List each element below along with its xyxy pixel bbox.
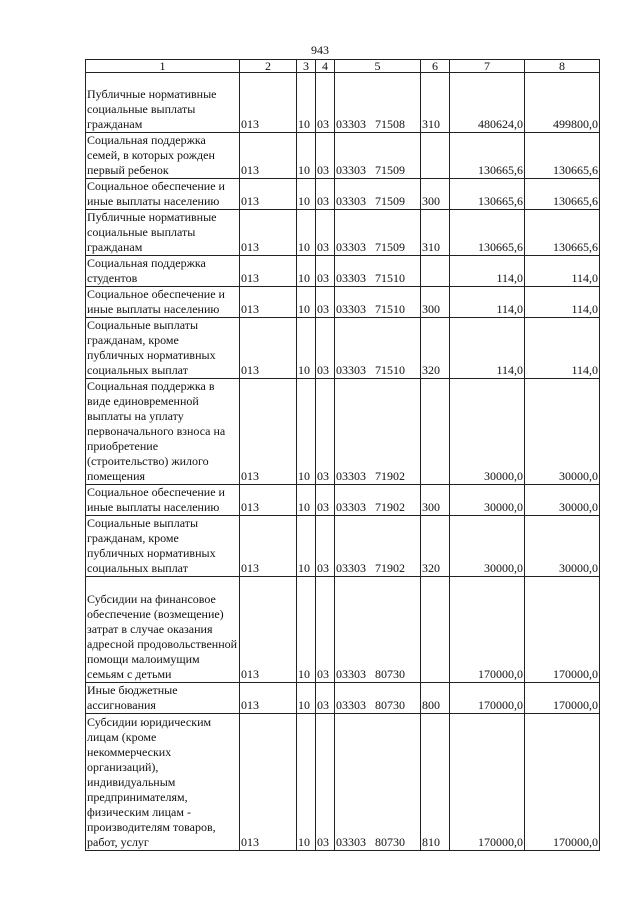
row-col3-cell: 10 [297,287,316,318]
row-name-cell: Социальное обеспечение и иные выплаты населению [86,179,240,210]
row-col4-cell: 03 [316,516,335,577]
row-col5-cell: 03303 71902 [335,379,421,485]
column-header-2: 2 [240,60,297,73]
column-header-1: 1 [86,60,240,73]
row-col2-cell: 013 [240,210,297,256]
row-col8-cell: 114,0 [525,318,600,379]
row-col8-cell: 170000,0 [525,714,600,851]
row-col4-cell: 03 [316,485,335,516]
row-col5-cell: 03303 80730 [335,577,421,683]
column-header-5: 5 [335,60,421,73]
column-header-7: 7 [450,60,525,73]
row-col4-cell: 03 [316,379,335,485]
row-name-cell: Социальное обеспечение и иные выплаты населению [86,485,240,516]
row-col4-cell: 03 [316,210,335,256]
table-row [86,256,600,287]
budget-table [85,59,600,851]
row-col5-cell: 03303 80730 [335,683,421,714]
row-col3-cell: 10 [297,516,316,577]
row-col6-cell: 810 [421,714,450,851]
page-number: 943 [311,43,329,57]
row-name-cell: Социальное обеспечение и иные выплаты населению [86,287,240,318]
row-col8-cell: 30000,0 [525,516,600,577]
row-col7-cell: 114,0 [450,318,525,379]
row-col2-cell: 013 [240,714,297,851]
row-col3-cell: 10 [297,179,316,210]
row-col6-cell: 320 [421,318,450,379]
row-col7-cell: 30000,0 [450,485,525,516]
table-row [86,714,600,851]
row-col8-cell: 130665,6 [525,133,600,179]
row-col6-cell [421,256,450,287]
row-col8-cell: 114,0 [525,256,600,287]
row-col6-cell [421,133,450,179]
row-col4-cell: 03 [316,287,335,318]
row-col2-cell: 013 [240,485,297,516]
row-col4-cell: 03 [316,683,335,714]
row-col3-cell: 10 [297,379,316,485]
row-col4-cell: 03 [316,714,335,851]
row-col8-cell: 170000,0 [525,683,600,714]
row-col5-cell: 03303 71902 [335,485,421,516]
row-col6-cell [421,577,450,683]
row-col7-cell: 30000,0 [450,379,525,485]
row-col3-cell: 10 [297,485,316,516]
row-col5-cell: 03303 71510 [335,318,421,379]
row-col4-cell: 03 [316,256,335,287]
table-row [86,683,600,714]
row-name-cell: Социальная поддержка в виде единовременной выплаты на уплату первоначального взноса на приобретение (строительство) жилого помещения [86,379,240,485]
row-col4-cell: 03 [316,318,335,379]
row-name-cell: Социальная поддержка семей, в которых рожден первый ребенок [86,133,240,179]
row-col7-cell: 170000,0 [450,577,525,683]
row-name-cell: Иные бюджетные ассигнования [86,683,240,714]
row-col5-cell: 03303 71510 [335,287,421,318]
row-col6-cell: 310 [421,73,450,133]
row-col7-cell: 480624,0 [450,73,525,133]
column-header-4: 4 [316,60,335,73]
row-col5-cell: 03303 71508 [335,73,421,133]
row-col3-cell: 10 [297,714,316,851]
row-col2-cell: 013 [240,287,297,318]
row-col8-cell: 499800,0 [525,73,600,133]
row-col7-cell: 30000,0 [450,516,525,577]
row-col5-cell: 03303 80730 [335,714,421,851]
row-col2-cell: 013 [240,577,297,683]
table-row [86,73,600,133]
row-col3-cell: 10 [297,133,316,179]
row-name-cell: Социальные выплаты гражданам, кроме публичных нормативных социальных выплат [86,318,240,379]
row-col5-cell: 03303 71902 [335,516,421,577]
row-col6-cell: 300 [421,485,450,516]
table-row [86,210,600,256]
row-col8-cell: 114,0 [525,287,600,318]
row-col5-cell: 03303 71509 [335,133,421,179]
row-col8-cell: 170000,0 [525,577,600,683]
table-row [86,485,600,516]
row-col5-cell: 03303 71509 [335,210,421,256]
column-header-3: 3 [297,60,316,73]
row-col3-cell: 10 [297,318,316,379]
row-col7-cell: 130665,6 [450,210,525,256]
table-row [86,577,600,683]
row-name-cell: Субсидии на финансовое обеспечение (возмещение) затрат в случае оказания адресной продовольственной помощи малоимущим семьям с детьми [86,577,240,683]
row-col6-cell: 300 [421,287,450,318]
row-col2-cell: 013 [240,179,297,210]
row-col4-cell: 03 [316,133,335,179]
row-col7-cell: 114,0 [450,287,525,318]
row-col6-cell: 300 [421,179,450,210]
row-col7-cell: 130665,6 [450,179,525,210]
row-col4-cell: 03 [316,179,335,210]
row-col6-cell: 800 [421,683,450,714]
row-name-cell: Публичные нормативные социальные выплаты гражданам [86,73,240,133]
row-col3-cell: 10 [297,210,316,256]
row-col7-cell: 170000,0 [450,683,525,714]
row-col6-cell: 310 [421,210,450,256]
row-col2-cell: 013 [240,379,297,485]
table-row [86,516,600,577]
column-header-8: 8 [525,60,600,73]
row-col3-cell: 10 [297,73,316,133]
row-col3-cell: 10 [297,683,316,714]
row-col6-cell [421,379,450,485]
table-row [86,133,600,179]
row-col4-cell: 03 [316,73,335,133]
table-row [86,287,600,318]
row-name-cell: Социальные выплаты гражданам, кроме публичных нормативных социальных выплат [86,516,240,577]
table-row [86,379,600,485]
row-col8-cell: 130665,6 [525,210,600,256]
row-name-cell: Социальная поддержка студентов [86,256,240,287]
row-col5-cell: 03303 71510 [335,256,421,287]
row-col5-cell: 03303 71509 [335,179,421,210]
column-header-6: 6 [421,60,450,73]
row-name-cell: Субсидии юридическим лицам (кроме некоммерческих организаций), индивидуальным предпринимателям, физическим лицам - производителям товаров, работ, услуг [86,714,240,851]
row-col2-cell: 013 [240,256,297,287]
row-col4-cell: 03 [316,577,335,683]
row-name-cell: Публичные нормативные социальные выплаты гражданам [86,210,240,256]
row-col7-cell: 170000,0 [450,714,525,851]
row-col8-cell: 30000,0 [525,379,600,485]
row-col7-cell: 130665,6 [450,133,525,179]
row-col2-cell: 013 [240,516,297,577]
row-col7-cell: 114,0 [450,256,525,287]
row-col3-cell: 10 [297,256,316,287]
row-col2-cell: 013 [240,683,297,714]
row-col8-cell: 30000,0 [525,485,600,516]
row-col2-cell: 013 [240,133,297,179]
header-row [86,60,600,73]
row-col6-cell: 320 [421,516,450,577]
row-col8-cell: 130665,6 [525,179,600,210]
row-col3-cell: 10 [297,577,316,683]
row-col2-cell: 013 [240,318,297,379]
table-row [86,179,600,210]
row-col2-cell: 013 [240,73,297,133]
table-row [86,318,600,379]
